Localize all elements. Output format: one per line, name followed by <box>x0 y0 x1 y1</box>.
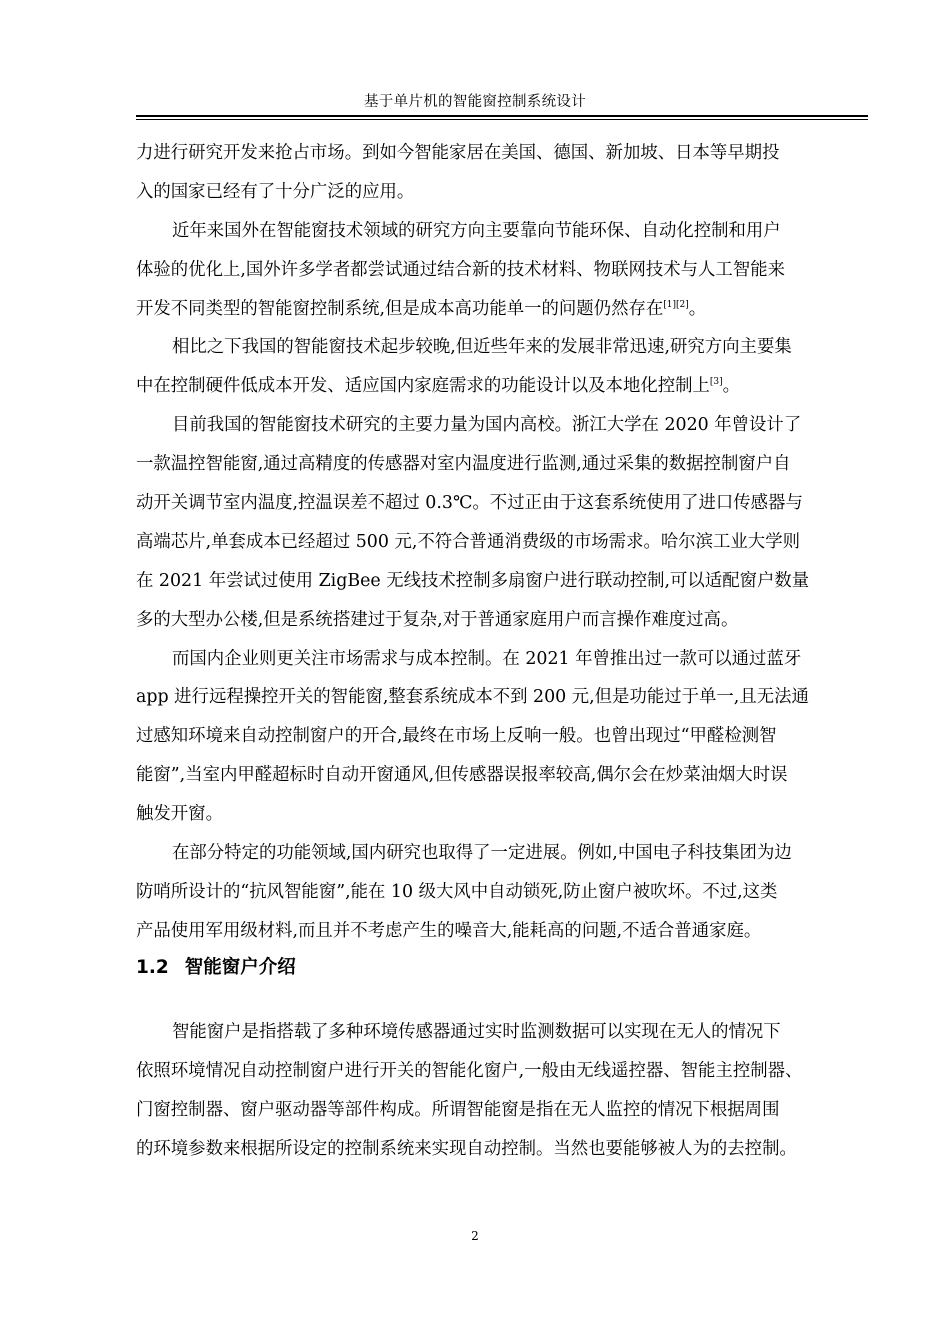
text-line: app 进行远程操控开关的智能窗,整套系统成本不到 200 元,但是功能过于单一,且无法通 <box>136 687 809 708</box>
citation-reference: [3] <box>709 377 723 388</box>
text-line: 入的国家已经有了十分广泛的应用。 <box>136 181 415 202</box>
page-number: 2 <box>471 1229 479 1243</box>
text-line: 产品使用军用级材料,而且并不考虑产生的噪音大,能耗高的问题,不适合普通家庭。 <box>136 920 762 941</box>
text-line: 在 2021 年尝试过使用 ZigBee 无线技术控制多扇窗户进行联动控制,可以适配窗户数量 <box>136 570 810 591</box>
header-rule-thick <box>136 115 868 117</box>
text-line-with-citation <box>136 367 868 406</box>
text-line: 高端芯片,单套成本已经超过 500 元,不符合普通消费级的市场需求。哈尔滨工业大学则 <box>136 531 800 552</box>
paragraph-university-research <box>136 406 868 639</box>
text-line: 门窗控制器、窗户驱动器等部件构成。所谓智能窗是指在无人监控的情况下根据周围 <box>136 1099 780 1120</box>
text-line: 一款温控智能窗,通过高精度的传感器对室内温度进行监测,通过采集的数据控制窗户自 <box>136 454 791 475</box>
section-heading <box>136 955 296 981</box>
text-span: 。 <box>688 298 707 319</box>
text-line: 目前我国的智能窗技术研究的主要力量为国内高校。浙江大学在 2020 年曾设计了 <box>172 415 802 436</box>
text-line-with-citation <box>136 290 868 329</box>
text-span: 开发不同类型的智能窗控制系统,但是成本高功能单一的问题仍然存在 <box>136 298 664 319</box>
text-line: 触发开窗。 <box>136 804 223 825</box>
citation-reference: [1][2] <box>663 299 689 310</box>
header-rule-thin <box>136 119 868 120</box>
text-line: 的环境参数来根据所设定的控制系统来实现自动控制。当然也要能够被人为的去控制。 <box>136 1138 797 1159</box>
text-line: 力进行研究开发来抢占市场。到如今智能家居在美国、德国、新加坡、日本等早期投 <box>136 143 780 163</box>
text-line: 体验的优化上,国外许多学者都尝试通过结合新的技术材料、物联网技术与人工智能来 <box>136 259 785 280</box>
running-header-title: 基于单片机的智能窗控制系统设计 <box>364 94 586 110</box>
text-line: 依照环境情况自动控制窗户进行开关的智能化窗户,一般由无线遥控器、智能主控制器、 <box>136 1060 803 1081</box>
paragraph-enterprise-research <box>136 640 868 834</box>
text-line: 多的大型办公楼,但是系统搭建过于复杂,对于普通家庭用户而言操作难度过高。 <box>136 609 739 630</box>
text-line: 过感知环境来自动控制窗户的开合,最终在市场上反响一般。也曾出现过“甲醛检测智 <box>136 726 777 747</box>
text-line: 智能窗户是指搭载了多种环境传感器通过实时监测数据可以实现在无人的情况下 <box>172 1022 781 1042</box>
text-line: 能窗”,当室内甲醛超标时自动开窗通风,但传感器误报率较高,偶尔会在炒菜油烟大时误 <box>136 765 788 786</box>
section-title: 智能窗户介绍 <box>184 957 296 978</box>
section-number: 1.2 <box>136 957 169 978</box>
text-line: 而国内企业则更关注市场需求与成本控制。在 2021 年曾推出过一款可以通过蓝牙 <box>172 648 802 669</box>
body-text <box>136 134 868 951</box>
paragraph-foreign-research <box>136 212 868 329</box>
text-line: 相比之下我国的智能窗技术起步较晚,但近些年来的发展非常迅速,研究方向主要集 <box>172 337 792 358</box>
paragraph-special-domains <box>136 834 868 951</box>
text-line: 防哨所设计的“抗风智能窗”,能在 10 级大风中自动锁死,防止窗户被吹坏。不过,这类 <box>136 881 778 902</box>
text-line: 近年来国外在智能窗技术领域的研究方向主要靠向节能环保、自动化控制和用户 <box>172 220 781 241</box>
paragraph-domestic-overview <box>136 328 868 406</box>
text-line: 动开关调节室内温度,控温误差不超过 0.3℃。不过正由于这套系统使用了进口传感器与 <box>136 493 803 514</box>
text-span: 。 <box>722 376 741 397</box>
text-span: 中在控制硬件低成本开发、适应国内家庭需求的功能设计以及本地化控制上 <box>136 376 710 397</box>
section-body <box>136 1013 868 1169</box>
paragraph-continuation <box>136 134 868 212</box>
text-line: 在部分特定的功能领域,国内研究也取得了一定进展。例如,中国电子科技集团为边 <box>172 843 792 864</box>
